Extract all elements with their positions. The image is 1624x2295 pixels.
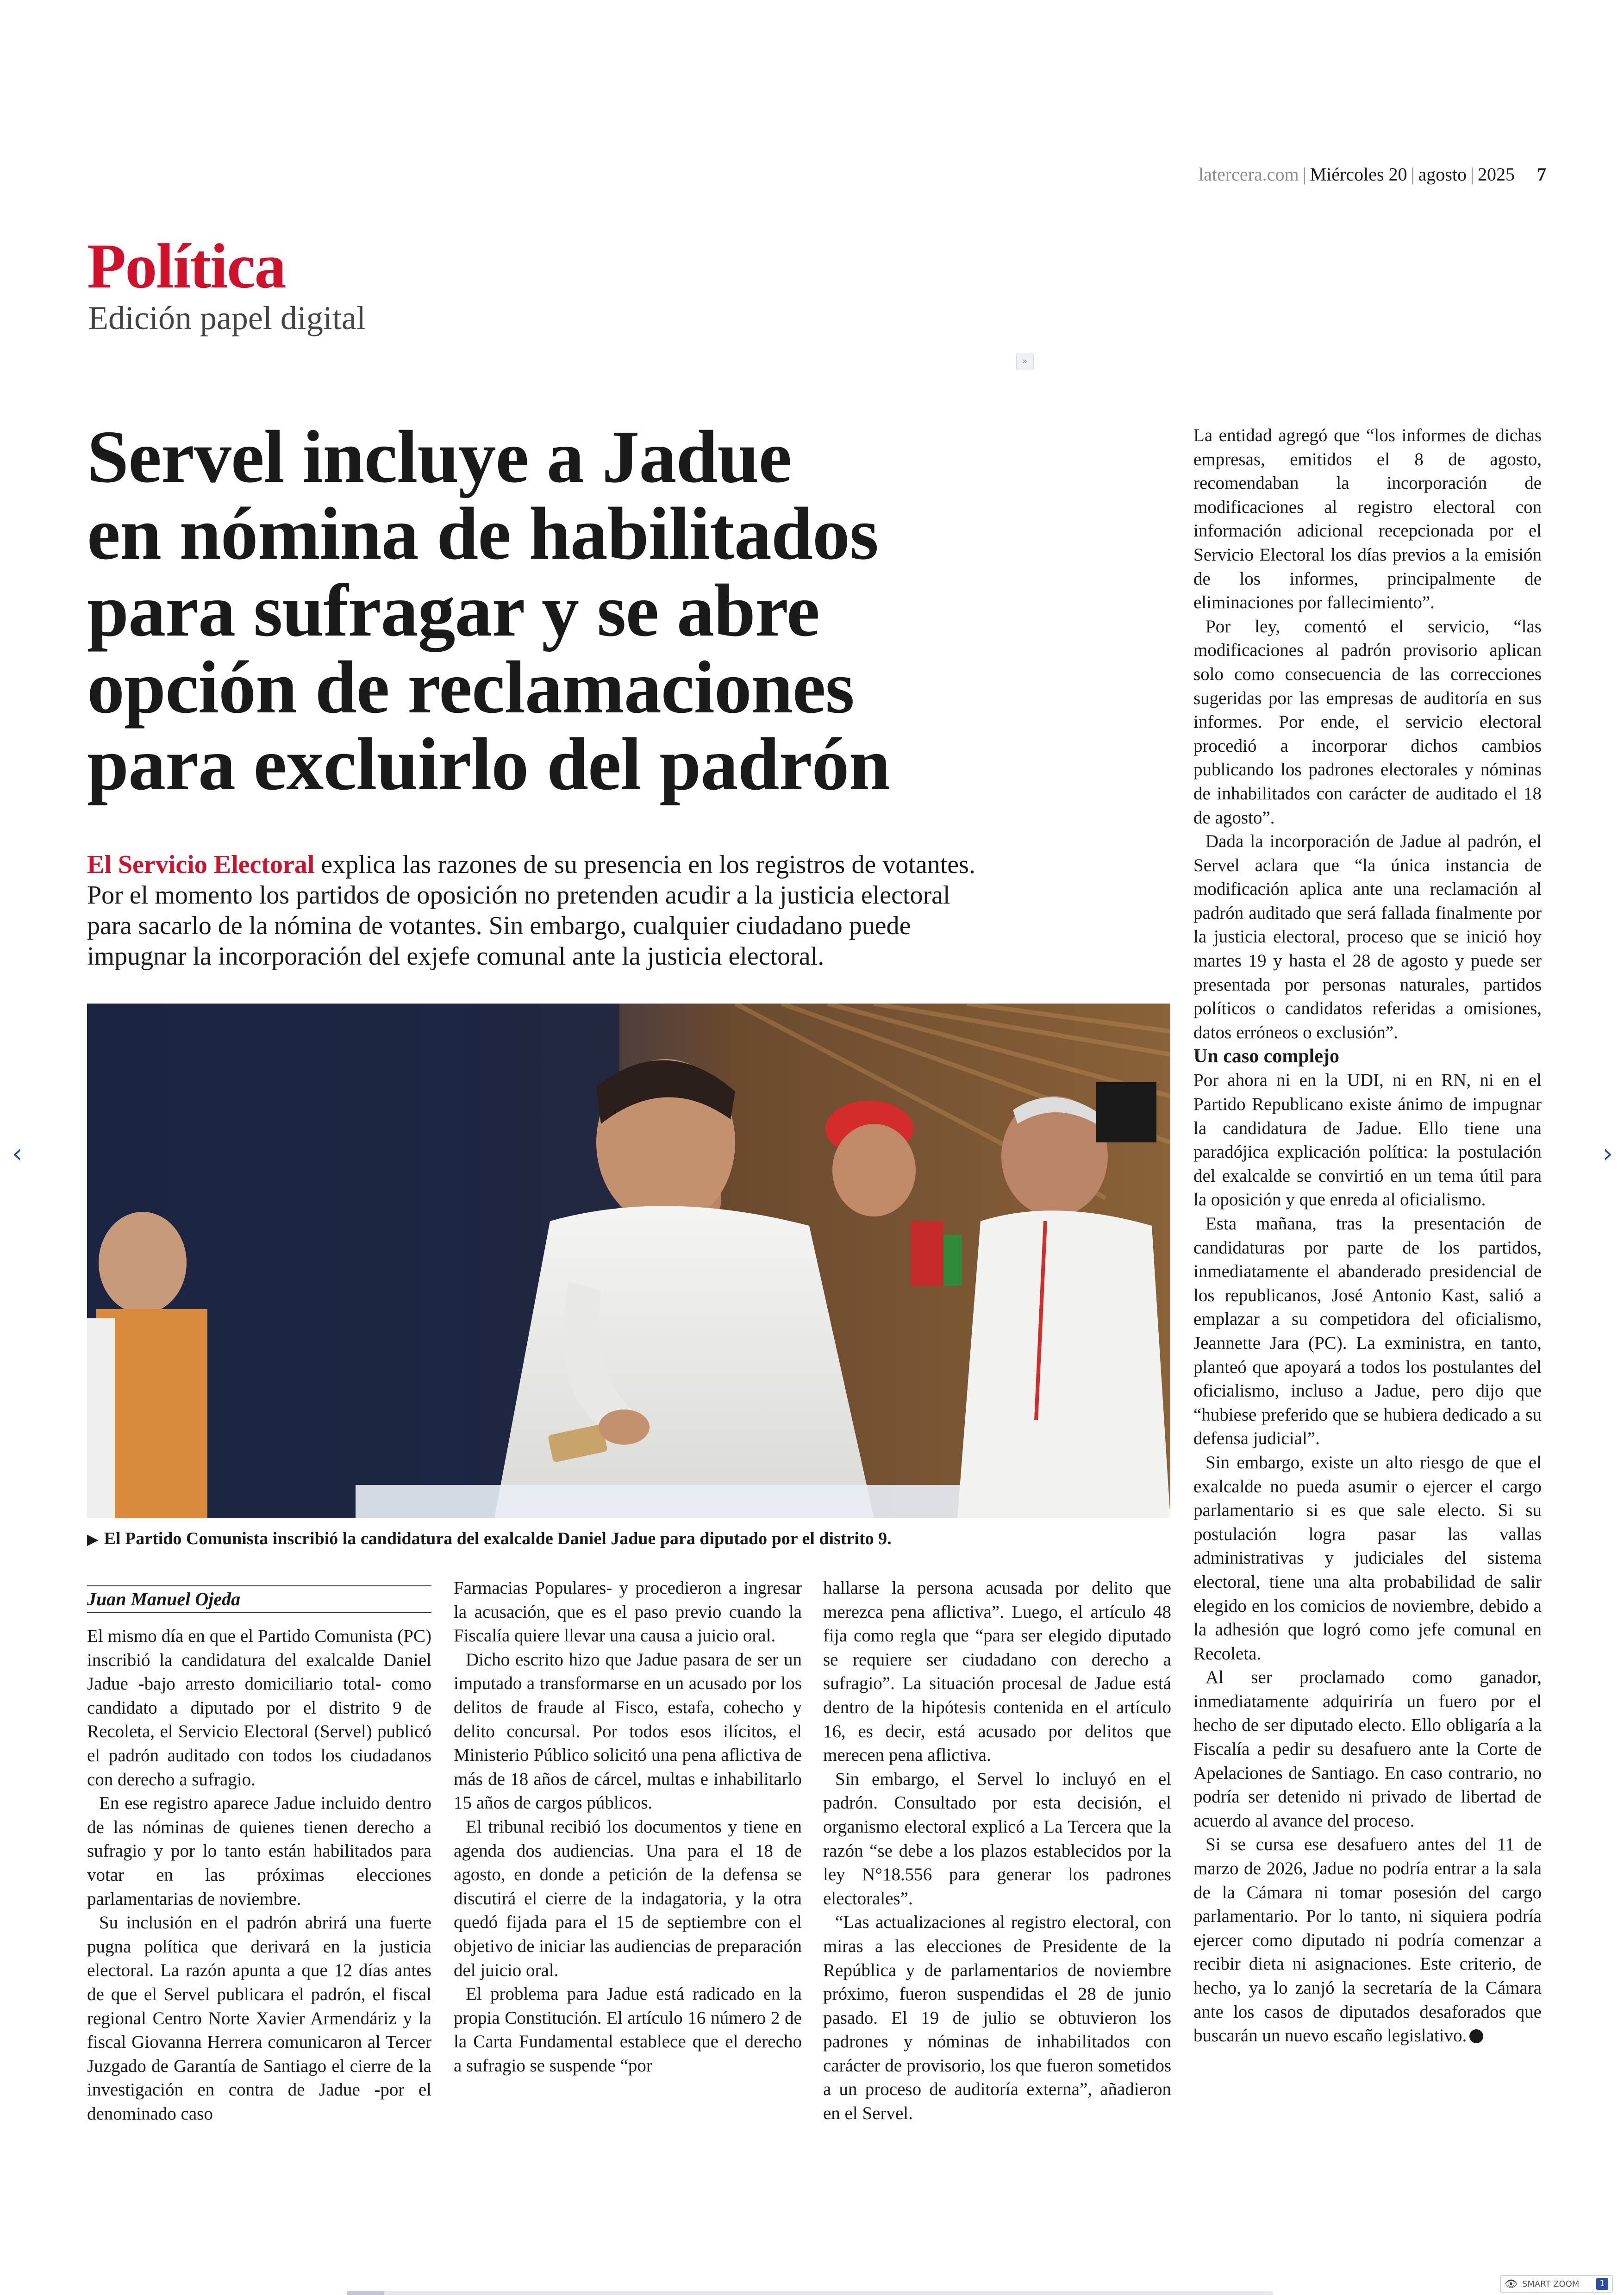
- article-column-1: [87, 1585, 431, 2126]
- header-weekday: Miércoles 20: [1310, 164, 1407, 185]
- photo-caption: ▶ El Partido Comunista inscribió la candidatura del exalcalde Daniel Jadue para diputado por el distrito 9.: [87, 1529, 892, 1548]
- lede-line: para sacarlo de la nómina de votantes. Sin embargo, cualquier ciudadano puede: [87, 911, 911, 940]
- headline-line: en nómina de habilitados: [87, 493, 878, 575]
- paragraph: Su inclusión en el padrón abrirá una fuerte pugna política que derivará en la justicia electoral. La razón apunta a que 12 días antes de que el Servel publicara el padrón, el fiscal regional Centro Norte Xavier Armendáriz y la fiscal Giovanna Herrera comunicaron al Tercer Juzgado de Garantía de Santiago el cierre de la investigación en contra de Jadue -por el denominado caso: [87, 1913, 431, 2124]
- zoom-page-number: 1: [1596, 2278, 1608, 2290]
- article-photo: [87, 1004, 1170, 1518]
- page-progress-fill: [347, 2291, 384, 2295]
- chevron-left-icon[interactable]: ‹: [12, 1139, 23, 1169]
- article-column-2: [454, 1576, 802, 2077]
- paragraph: Dada la incorporación de Jadue al padrón, el Servel aclara que “la única instancia de modificación aplica ante una reclamación al padrón auditado que será fallada finalmente por la justicia electoral, proceso que se inició hoy martes 19 y hasta el 28 de agosto y puede ser presentada por personas naturales, partidos políticos o candidatos referidas a omisiones, datos erróneos o exclusión”.: [1193, 831, 1542, 1042]
- header-year: 2025: [1478, 164, 1515, 185]
- caption-arrow-icon: ▶: [87, 1531, 99, 1547]
- paragraph: Al ser proclamado como ganador, inmediatamente adquiriría un fuero por el hecho de ser diputado electo. Ello obligaría a la Fiscalía a pedir su desafuero ante la Corte de Apelaciones de Santiago. En caso contrario, no podría ser detenido ni privado de libertad de acuerdo al avance del proceso.: [1193, 1667, 1542, 1831]
- paragraph: Dicho escrito hizo que Jadue pasara de ser un imputado a transformarse en un acusado por los delitos de fraude al Fisco, estafa, cohecho y delito concursal. Por todos esos ilícitos, el Ministerio Público solicitó una pena aflictiva de más de 18 años de cárcel, multas e inhabilitarlo 15 años de cargos públicos.: [454, 1649, 802, 1813]
- paragraph: Sin embargo, existe un alto riesgo de que el exalcalde no pueda asumir o ejercer el cargo parlamentario si es que sale electo. Si su postulación logra pasar las vallas administrativas y judiciales del sistema electoral, tiene una alta probabilidad de salir elegido en los comicios de noviembre, debido a la adhesión que logró como jefe comunal en Recoleta.: [1193, 1452, 1542, 1664]
- paragraph: El problema para Jadue está radicado en la propia Constitución. El artículo 16 número 2 de la Carta Fundamental establece que el derecho a sufragio se suspende “por: [454, 1984, 802, 2076]
- end-mark-icon: [1469, 2029, 1483, 2043]
- headline-line: opción de reclamaciones: [87, 646, 854, 729]
- section-title: Política: [87, 231, 286, 301]
- headline-line: para sufragar y se abre: [87, 569, 819, 652]
- chevron-right-icon[interactable]: ›: [1602, 1139, 1613, 1169]
- paragraph: Farmacias Populares- y procedieron a ingresar la acusación, que es el paso previo cuando la Fiscalía quiere llevar una causa a juicio oral.: [454, 1578, 802, 1646]
- subhead: Un caso complejo: [1193, 1046, 1339, 1067]
- lede-line: impugnar la incorporación del exjefe comunal ante la justicia electoral.: [87, 942, 824, 971]
- paragraph: En ese registro aparece Jadue incluido dentro de las nóminas de quienes tienen derecho a sufragio y por lo tanto están habilitados para votar en las próximas elecciones parlamentarias de noviembre.: [87, 1793, 431, 1909]
- paragraph: “Las actualizaciones al registro electoral, con miras a las elecciones de Presidente de la República y de parlamentarios de noviembre próximo, fueron suspendidas el 28 de junio pasado. El 19 de julio se obtuvieron los padrones y nóminas de inhabilitados con carácter de provisorio, los que fueron sometidos a un proceso de auditoría externa”, añadieron en el Servel.: [823, 1912, 1171, 2124]
- lede: [87, 849, 1193, 972]
- lede-line: explica las razones de su presencia en los registros de votantes.: [321, 850, 975, 879]
- paragraph: Si se cursa ese desafuero antes del 11 de marzo de 2026, Jadue no podría entrar a la sala de la Cámara ni tomar posesión del cargo parlamentario. Por lo tanto, ni siquiera podría ejercer como diputado ni podría comenzar a recibir dieta ni asignaciones. Este criterio, de hecho, ya lo zanjó la secretaría de la Cámara ante los casos de diputados desaforados que buscarán un nuevo escaño legislativo.: [1193, 1834, 1542, 2046]
- section-subtitle: Edición papel digital: [88, 299, 366, 337]
- lede-highlight: El Servicio Electoral: [87, 850, 315, 879]
- paragraph: El mismo día en que el Partido Comunista (PC) inscribió la candidatura del exalcalde Daniel Jadue -bajo arresto domiciliario total- como candidato a diputado por el distrito 9 de Recoleta, el Servicio Electoral (Servel) publicó el padrón auditado con todos los ciudadanos con derecho a sufragio.: [87, 1626, 431, 1790]
- byline: Juan Manuel Ojeda: [87, 1585, 431, 1613]
- page-progress-bar[interactable]: [347, 2291, 1273, 2295]
- headline: [87, 416, 1189, 806]
- paragraph: Esta mañana, tras la presentación de candidaturas por parte de los partidos, inmediatamente el abanderado presidencial de los republicanos, José Antonio Kast, salió a emplazar a su competidora del oficialismo, Jeannette Jara (PC). La exministra, en tanto, planteó que apoyará a todos los postulantes del oficialismo, incluso a Jadue, pero dijo que “hubiese preferido que se hubiera dedicado a su defensa judicial”.: [1193, 1214, 1542, 1449]
- smart-zoom-button[interactable]: [1500, 2275, 1613, 2293]
- headline-line: Servel incluye a Jadue: [87, 416, 792, 499]
- eye-icon: 👁: [1505, 2278, 1518, 2290]
- paragraph: La entidad agregó que “los informes de dichas empresas, emitidos el 8 de agosto, recomendaban la incorporación de modificaciones al registro electoral con información adicional recepcionada por el Servicio Electoral los días previos a la emisión de los informes, principalmente de eliminaciones por fallecimiento”.: [1193, 425, 1542, 613]
- paragraph: Por ahora ni en la UDI, ni en RN, ni en el Partido Republicano existe ánimo de impugnar la candidatura de Jadue. Ello tiene una paradójica explicación política: la postulación del exalcalde se convirtió en un tema útil para la oposición y que enreda al oficialismo.: [1193, 1070, 1542, 1210]
- lede-line: Por el momento los partidos de oposición no pretenden acudir a la justicia electoral: [87, 881, 950, 910]
- paragraph: El tribunal recibió los documentos y tiene en agenda dos audiencias. Una para el 18 de agosto, en donde a petición de la defensa se discutirá el cierre de la indagatoria, y la otra quedó fijada para el 15 de septiembre con el objetivo de iniciar las audiencias de preparación del juicio oral.: [454, 1816, 802, 1980]
- article-column-4: [1193, 424, 1542, 2048]
- paragraph: hallarse la persona acusada por delito que merezca pena aflictiva”. Luego, el artículo 48 fija como regla que “para ser elegido diputado se requiere ser ciudadano con derecho a sufragio”. La situación procesal de Jadue está dentro de la hipótesis contenida en el artículo 16, es decir, está acusado por delitos que merecen pena aflictiva.: [823, 1578, 1171, 1765]
- article-column-3: [823, 1576, 1171, 2126]
- expand-icon[interactable]: »: [1016, 353, 1034, 370]
- header-month: agosto: [1418, 164, 1467, 185]
- headline-line: para excluirlo del padrón: [87, 723, 890, 806]
- page-number: 7: [1537, 164, 1546, 185]
- smart-zoom-label: SMART ZOOM: [1522, 2279, 1580, 2289]
- paragraph: Sin embargo, el Servel lo incluyó en el padrón. Consultado por esta decisión, el organismo electoral explicó a La Tercera que la razón “se debe a los plazos establecidos por la ley N°18.556 para generar los padrones electorales”.: [823, 1769, 1171, 1908]
- page-header: latercera.com | Miércoles 20 | agosto | 2025 7: [1199, 164, 1546, 185]
- site-name[interactable]: latercera.com: [1199, 164, 1299, 185]
- paragraph: Por ley, comentó el servicio, “las modificaciones al padrón provisorio aplican solo como consecuencia de las correcciones sugeridas por las empresas de auditoría en sus informes. Por ende, el servicio electoral procedió a incorporar dichos cambios publicando los padrones electorales y nóminas de inhabilitados con carácter de auditado el 18 de agosto”.: [1193, 616, 1542, 828]
